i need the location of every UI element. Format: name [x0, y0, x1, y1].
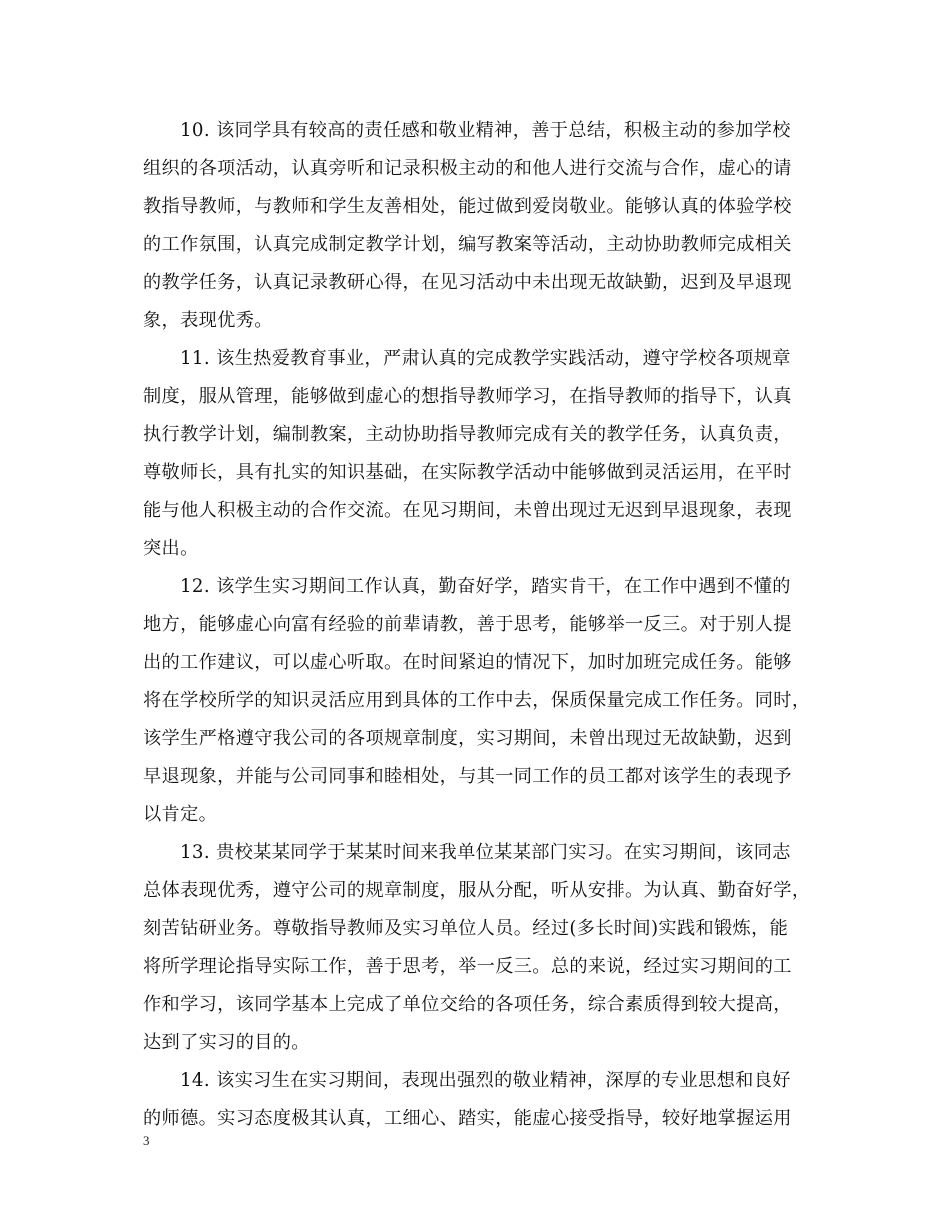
- text-line: 11. 该生热爱教育事业，严肃认真的完成教学实践活动，遵守学校各项规章: [180, 348, 791, 369]
- text-line: 能与他人积极主动的合作交流。在见习期间，未曾出现过无迟到早退现象，表现: [143, 500, 792, 521]
- text-line: 地方，能够虚心向富有经验的前辈请教，善于思考，能够举一反三。对于别人提: [143, 614, 792, 635]
- text-line: 以肯定。: [143, 804, 218, 825]
- text-line: 执行教学计划，编制教案，主动协助指导教师完成有关的教学任务，认真负责，: [143, 424, 792, 445]
- text-line: 的教学任务，认真记录教研心得，在见习活动中未出现无故缺勤，迟到及早退现: [143, 272, 792, 293]
- text-line: 将在学校所学的知识灵活应用到具体的工作中去，保质保量完成工作任务。同时，: [143, 690, 811, 711]
- text-line: 13. 贵校某某同学于某某时间来我单位某某部门实习。在实习期间，该同志: [180, 842, 791, 863]
- paragraph-12: [143, 568, 811, 834]
- text-line: 出的工作建议，可以虚心听取。在时间紧迫的情况下，加时加班完成任务。能够: [143, 652, 792, 673]
- text-line: 将所学理论指导实际工作，善于思考，举一反三。总的来说，经过实习期间的工: [143, 956, 792, 977]
- paragraph-13: [143, 834, 811, 1062]
- text-line: 的工作氛围，认真完成制定教学计划，编写教案等活动，主动协助教师完成相关: [143, 234, 792, 255]
- text-line: 组织的各项活动，认真旁听和记录积极主动的和他人进行交流与合作，虚心的请: [143, 158, 792, 179]
- text-line: 尊敬师长，具有扎实的知识基础，在实际教学活动中能够做到灵活运用，在平时: [143, 462, 792, 483]
- text-line: 14. 该实习生在实习期间，表现出强烈的敬业精神，深厚的专业思想和良好: [180, 1070, 791, 1091]
- text-line: 象，表现优秀。: [143, 310, 273, 331]
- text-line: 突出。: [143, 538, 199, 559]
- text-line: 12. 该学生实习期间工作认真，勤奋好学，踏实肯干，在工作中遇到不懂的: [180, 576, 791, 597]
- page-number: 3: [143, 1133, 150, 1148]
- paragraph-14: [143, 1062, 808, 1138]
- text-line: 作和学习，该同学基本上完成了单位交给的各项任务，综合素质得到较大提高，: [143, 994, 792, 1015]
- text-line: 教指导教师，与教师和学生友善相处，能过做到爱岗敬业。能够认真的体验学校: [143, 196, 792, 217]
- text-line: 制度，服从管理，能够做到虚心的想指导教师学习，在指导教师的指导下，认真: [143, 386, 792, 407]
- paragraph-11: [143, 340, 808, 568]
- text-line: 总体表现优秀，遵守公司的规章制度，服从分配，听从安排。为认真、勤奋好学，: [143, 880, 811, 901]
- text-line: 的师德。实习态度极其认真，工细心、踏实，能虚心接受指导，较好地掌握运用: [143, 1108, 792, 1129]
- text-line: 该学生严格遵守我公司的各项规章制度，实习期间，未曾出现过无故缺勤，迟到: [143, 728, 792, 749]
- paragraph-10: [143, 112, 808, 340]
- text-line: 达到了实习的目的。: [143, 1032, 310, 1053]
- text-line: 早退现象，并能与公司同事和睦相处，与其一同工作的员工都对该学生的表现予: [143, 766, 792, 787]
- text-line: 刻苦钻研业务。尊敬指导教师及实习单位人员。经过(多长时间)实践和锻炼，能: [143, 918, 789, 939]
- document-body: [143, 112, 811, 1138]
- text-line: 10. 该同学具有较高的责任感和敬业精神，善于总结，积极主动的参加学校: [180, 120, 791, 141]
